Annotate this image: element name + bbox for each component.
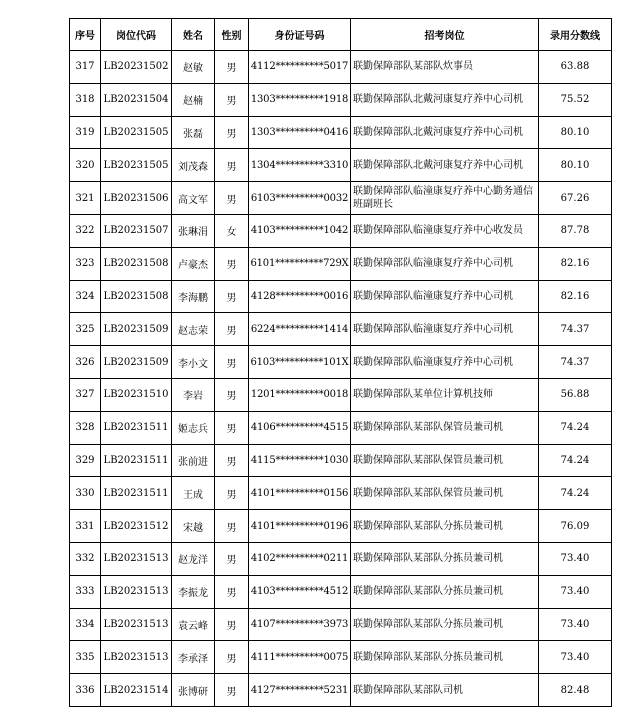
candidate-name-cell: 张磊 xyxy=(172,116,215,149)
id-number-cell: 4101**********0196 xyxy=(249,510,351,543)
table-row xyxy=(70,346,612,379)
admission-score-cell: 73.40 xyxy=(539,575,612,608)
position-code-cell: LB20231507 xyxy=(101,214,172,247)
table-row xyxy=(70,444,612,477)
position-code-cell: LB20231505 xyxy=(101,149,172,182)
recruited-post-cell: 联勤保障部队某部队分拣员兼司机 xyxy=(351,608,539,641)
admission-score-cell: 82.16 xyxy=(539,280,612,313)
gender-cell: 男 xyxy=(215,247,249,280)
gender-cell: 男 xyxy=(215,641,249,674)
candidate-name-cell: 姬志兵 xyxy=(172,411,215,444)
table-row xyxy=(70,674,612,707)
admission-score-cell: 82.16 xyxy=(539,247,612,280)
position-code-cell: LB20231510 xyxy=(101,378,172,411)
table-body xyxy=(70,51,612,707)
position-code-cell: LB20231513 xyxy=(101,575,172,608)
gender-cell: 男 xyxy=(215,510,249,543)
gender-cell: 男 xyxy=(215,608,249,641)
header-no: 序号 xyxy=(70,19,101,51)
table-row xyxy=(70,247,612,280)
table-row xyxy=(70,477,612,510)
admission-score-cell: 80.10 xyxy=(539,149,612,182)
table-row xyxy=(70,575,612,608)
table-row xyxy=(70,378,612,411)
table-row xyxy=(70,542,612,575)
candidate-name-cell: 刘茂森 xyxy=(172,149,215,182)
table-row xyxy=(70,83,612,116)
recruited-post-cell: 联勤保障部队某部队保管员兼司机 xyxy=(351,411,539,444)
candidate-name-cell: 张博研 xyxy=(172,674,215,707)
id-number-cell: 4103**********1042 xyxy=(249,214,351,247)
candidate-name-cell: 张前进 xyxy=(172,444,215,477)
header-name: 姓名 xyxy=(172,19,215,51)
header-code: 岗位代码 xyxy=(101,19,172,51)
header-id: 身份证号码 xyxy=(249,19,351,51)
table-row xyxy=(70,51,612,84)
position-code-cell: LB20231508 xyxy=(101,247,172,280)
recruited-post-cell: 联勤保障部队某部队司机 xyxy=(351,674,539,707)
position-code-cell: LB20231512 xyxy=(101,510,172,543)
admission-score-cell: 87.78 xyxy=(539,214,612,247)
gender-cell: 男 xyxy=(215,411,249,444)
id-number-cell: 4115**********1030 xyxy=(249,444,351,477)
row-number-cell: 318 xyxy=(70,83,101,116)
id-number-cell: 6224**********1414 xyxy=(249,313,351,346)
gender-cell: 男 xyxy=(215,51,249,84)
position-code-cell: LB20231513 xyxy=(101,542,172,575)
candidate-name-cell: 李振龙 xyxy=(172,575,215,608)
recruited-post-cell: 联勤保障部队某部队分拣员兼司机 xyxy=(351,641,539,674)
recruited-post-cell: 联勤保障部队临潼康复疗养中心司机 xyxy=(351,280,539,313)
row-number-cell: 327 xyxy=(70,378,101,411)
candidate-name-cell: 张琳涓 xyxy=(172,214,215,247)
recruited-post-cell: 联勤保障部队某部队分拣员兼司机 xyxy=(351,542,539,575)
table-row xyxy=(70,641,612,674)
id-number-cell: 6103**********101X xyxy=(249,346,351,379)
gender-cell: 男 xyxy=(215,182,249,215)
table-row xyxy=(70,313,612,346)
admission-score-cell: 80.10 xyxy=(539,116,612,149)
gender-cell: 男 xyxy=(215,542,249,575)
recruited-post-cell: 联勤保障部队某部队分拣员兼司机 xyxy=(351,510,539,543)
gender-cell: 男 xyxy=(215,313,249,346)
position-code-cell: LB20231505 xyxy=(101,116,172,149)
id-number-cell: 4127**********5231 xyxy=(249,674,351,707)
recruited-post-cell: 联勤保障部队某部队分拣员兼司机 xyxy=(351,575,539,608)
candidate-name-cell: 赵龙洋 xyxy=(172,542,215,575)
table-row xyxy=(70,116,612,149)
gender-cell: 男 xyxy=(215,575,249,608)
row-number-cell: 324 xyxy=(70,280,101,313)
position-code-cell: LB20231514 xyxy=(101,674,172,707)
id-number-cell: 4112**********5017 xyxy=(249,51,351,84)
row-number-cell: 333 xyxy=(70,575,101,608)
position-code-cell: LB20231509 xyxy=(101,313,172,346)
position-code-cell: LB20231511 xyxy=(101,477,172,510)
position-code-cell: LB20231508 xyxy=(101,280,172,313)
candidate-name-cell: 赵楠 xyxy=(172,83,215,116)
gender-cell: 男 xyxy=(215,83,249,116)
gender-cell: 男 xyxy=(215,444,249,477)
candidate-name-cell: 李岩 xyxy=(172,378,215,411)
id-number-cell: 6103**********0032 xyxy=(249,182,351,215)
position-code-cell: LB20231509 xyxy=(101,346,172,379)
candidate-name-cell: 赵敏 xyxy=(172,51,215,84)
id-number-cell: 1304**********3310 xyxy=(249,149,351,182)
row-number-cell: 320 xyxy=(70,149,101,182)
id-number-cell: 1201**********0018 xyxy=(249,378,351,411)
admission-score-cell: 75.52 xyxy=(539,83,612,116)
candidate-name-cell: 高文军 xyxy=(172,182,215,215)
row-number-cell: 336 xyxy=(70,674,101,707)
row-number-cell: 317 xyxy=(70,51,101,84)
admission-score-cell: 73.40 xyxy=(539,608,612,641)
row-number-cell: 329 xyxy=(70,444,101,477)
recruited-post-cell: 联勤保障部队临潼康复疗养中心收发员 xyxy=(351,214,539,247)
candidate-name-cell: 李小文 xyxy=(172,346,215,379)
recruited-post-cell: 联勤保障部队某部队保管员兼司机 xyxy=(351,477,539,510)
id-number-cell: 4107**********3973 xyxy=(249,608,351,641)
header-gender: 性别 xyxy=(215,19,249,51)
id-number-cell: 4111**********0075 xyxy=(249,641,351,674)
row-number-cell: 321 xyxy=(70,182,101,215)
table-row xyxy=(70,214,612,247)
position-code-cell: LB20231513 xyxy=(101,608,172,641)
results-table-container xyxy=(69,18,612,707)
recruited-post-cell: 联勤保障部队临潼康复疗养中心司机 xyxy=(351,313,539,346)
row-number-cell: 334 xyxy=(70,608,101,641)
header-post: 招考岗位 xyxy=(351,19,539,51)
admission-score-cell: 73.40 xyxy=(539,641,612,674)
recruited-post-cell: 联勤保障部队临潼康复疗养中心勤务通信班副班长 xyxy=(351,182,539,215)
recruited-post-cell: 联勤保障部队临潼康复疗养中心司机 xyxy=(351,247,539,280)
position-code-cell: LB20231511 xyxy=(101,444,172,477)
row-number-cell: 323 xyxy=(70,247,101,280)
header-score: 录用分数线 xyxy=(539,19,612,51)
candidate-name-cell: 卢豪杰 xyxy=(172,247,215,280)
admission-score-cell: 82.48 xyxy=(539,674,612,707)
gender-cell: 男 xyxy=(215,149,249,182)
admission-score-cell: 74.24 xyxy=(539,411,612,444)
admission-score-cell: 74.24 xyxy=(539,444,612,477)
admission-score-cell: 74.37 xyxy=(539,313,612,346)
recruited-post-cell: 联勤保障部队临潼康复疗养中心司机 xyxy=(351,346,539,379)
recruited-post-cell: 联勤保障部队某部队保管员兼司机 xyxy=(351,444,539,477)
id-number-cell: 4101**********0156 xyxy=(249,477,351,510)
position-code-cell: LB20231502 xyxy=(101,51,172,84)
id-number-cell: 1303**********0416 xyxy=(249,116,351,149)
candidate-name-cell: 李海鹏 xyxy=(172,280,215,313)
candidate-name-cell: 宋越 xyxy=(172,510,215,543)
gender-cell: 男 xyxy=(215,116,249,149)
row-number-cell: 326 xyxy=(70,346,101,379)
recruited-post-cell: 联勤保障部队某部队炊事员 xyxy=(351,51,539,84)
header-row xyxy=(70,19,612,51)
row-number-cell: 328 xyxy=(70,411,101,444)
row-number-cell: 335 xyxy=(70,641,101,674)
results-table xyxy=(69,18,612,707)
id-number-cell: 4106**********4515 xyxy=(249,411,351,444)
gender-cell: 女 xyxy=(215,214,249,247)
admission-score-cell: 74.24 xyxy=(539,477,612,510)
recruited-post-cell: 联勤保障部队北戴河康复疗养中心司机 xyxy=(351,83,539,116)
row-number-cell: 325 xyxy=(70,313,101,346)
table-row xyxy=(70,608,612,641)
position-code-cell: LB20231504 xyxy=(101,83,172,116)
table-row xyxy=(70,411,612,444)
recruited-post-cell: 联勤保障部队北戴河康复疗养中心司机 xyxy=(351,149,539,182)
gender-cell: 男 xyxy=(215,346,249,379)
gender-cell: 男 xyxy=(215,674,249,707)
id-number-cell: 4102**********0211 xyxy=(249,542,351,575)
id-number-cell: 4128**********0016 xyxy=(249,280,351,313)
admission-score-cell: 67.26 xyxy=(539,182,612,215)
candidate-name-cell: 王成 xyxy=(172,477,215,510)
gender-cell: 男 xyxy=(215,280,249,313)
admission-score-cell: 73.40 xyxy=(539,542,612,575)
candidate-name-cell: 袁云峰 xyxy=(172,608,215,641)
admission-score-cell: 63.88 xyxy=(539,51,612,84)
gender-cell: 男 xyxy=(215,477,249,510)
row-number-cell: 331 xyxy=(70,510,101,543)
gender-cell: 男 xyxy=(215,378,249,411)
row-number-cell: 319 xyxy=(70,116,101,149)
admission-score-cell: 56.88 xyxy=(539,378,612,411)
position-code-cell: LB20231511 xyxy=(101,411,172,444)
admission-score-cell: 74.37 xyxy=(539,346,612,379)
candidate-name-cell: 赵志荣 xyxy=(172,313,215,346)
recruited-post-cell: 联勤保障部队北戴河康复疗养中心司机 xyxy=(351,116,539,149)
table-row xyxy=(70,510,612,543)
table-row xyxy=(70,149,612,182)
candidate-name-cell: 李承泽 xyxy=(172,641,215,674)
recruited-post-cell: 联勤保障部队某单位计算机技师 xyxy=(351,378,539,411)
table-row xyxy=(70,280,612,313)
position-code-cell: LB20231506 xyxy=(101,182,172,215)
table-row xyxy=(70,182,612,215)
id-number-cell: 1303**********1918 xyxy=(249,83,351,116)
position-code-cell: LB20231513 xyxy=(101,641,172,674)
admission-score-cell: 76.09 xyxy=(539,510,612,543)
row-number-cell: 330 xyxy=(70,477,101,510)
row-number-cell: 322 xyxy=(70,214,101,247)
id-number-cell: 6101**********729X xyxy=(249,247,351,280)
row-number-cell: 332 xyxy=(70,542,101,575)
id-number-cell: 4103**********4512 xyxy=(249,575,351,608)
